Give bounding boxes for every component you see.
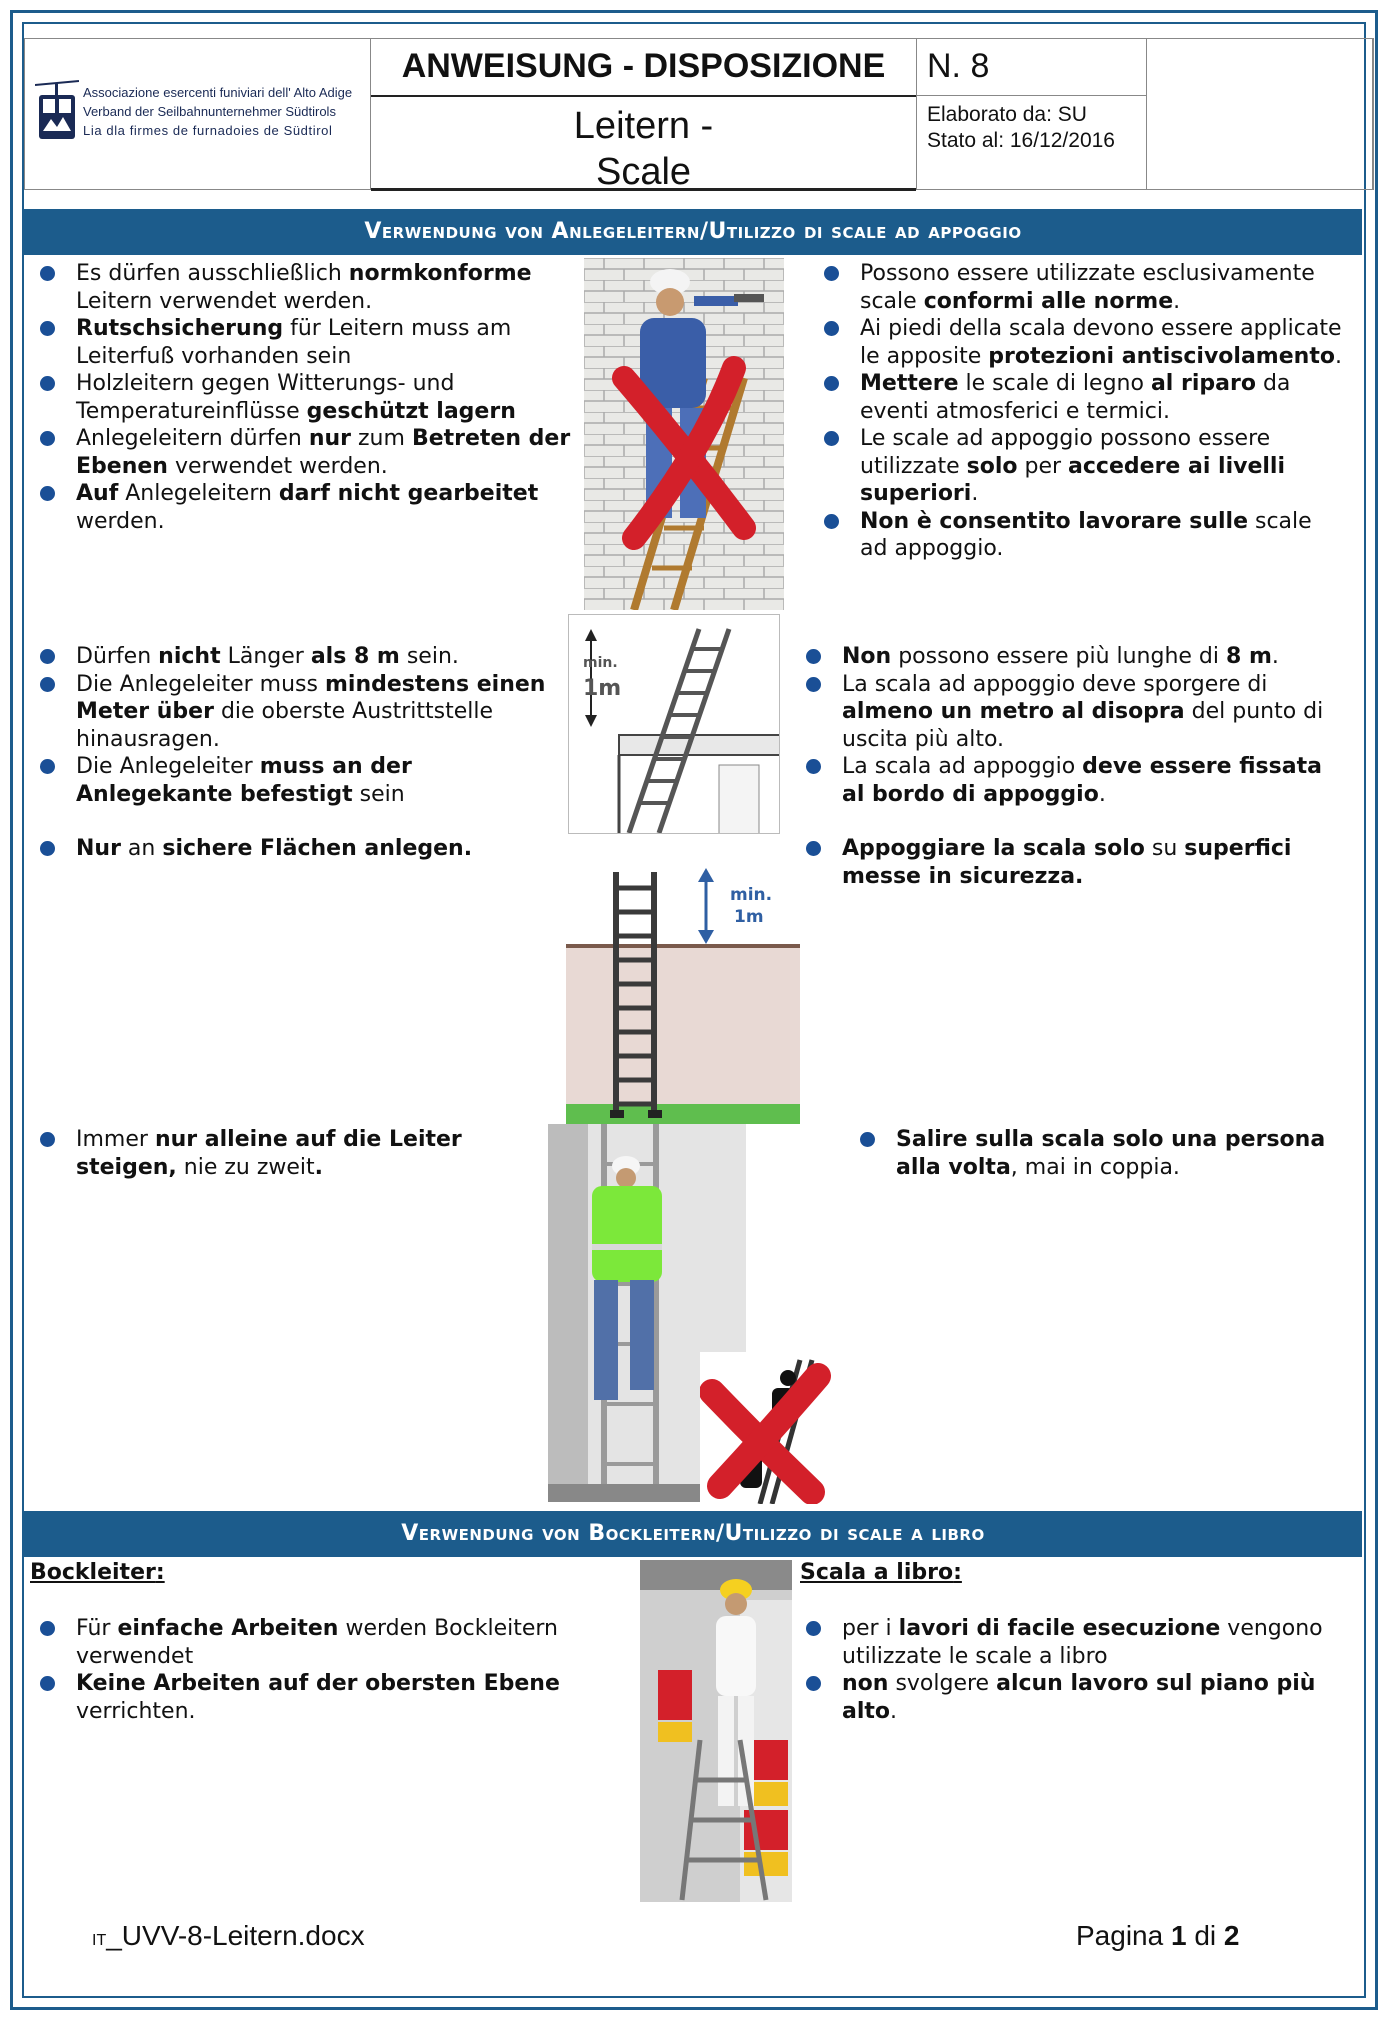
doc-number: N. 8 bbox=[917, 39, 1146, 96]
bold-text: Nur bbox=[76, 836, 121, 861]
text: Es dürfen ausschließlich bbox=[76, 261, 349, 286]
text: nie zu zweit bbox=[176, 1154, 315, 1180]
org-name-it: Associazione esercenti funiviari dell' Alto Adige bbox=[83, 85, 353, 100]
two-people-crossed-icon bbox=[700, 1352, 834, 1504]
label-bockleiter-colon: : bbox=[155, 1560, 165, 1585]
bold-text: darf nicht gearbeitet bbox=[278, 481, 539, 506]
diagram2-min-label: min. bbox=[730, 885, 773, 905]
logo-cell bbox=[25, 39, 371, 189]
list-item bbox=[32, 315, 572, 370]
text: . bbox=[890, 1698, 898, 1724]
text: per bbox=[1017, 453, 1069, 479]
org-name-de: Verband der Seilbahnunternehmer Südtirols bbox=[83, 104, 336, 119]
bold-text: lavori di facile esecuzione bbox=[898, 1616, 1221, 1641]
text: su bbox=[1144, 836, 1185, 861]
bold-text: conformi alle norme bbox=[923, 288, 1174, 314]
bold-text: nicht bbox=[158, 644, 221, 669]
list-item bbox=[816, 315, 1346, 370]
list-item bbox=[32, 425, 572, 480]
organization-names bbox=[83, 83, 352, 140]
number-cell bbox=[917, 39, 1147, 189]
list-item bbox=[816, 370, 1346, 425]
bold-text: sichere Flächen anlegen. bbox=[162, 836, 473, 861]
section1-title: Verwendung von Anlegeleitern/Utilizzo di scale ad appoggio bbox=[24, 209, 1362, 255]
bold-text: al riparo bbox=[1150, 371, 1256, 396]
diagram-ladder-min-1m bbox=[566, 868, 800, 1124]
bold-text: Appoggiare la scala solo bbox=[842, 836, 1145, 861]
bold-text: superfici messe in sicurezza. bbox=[842, 836, 1292, 889]
text: Länger bbox=[220, 644, 311, 669]
text: die oberste Austrittstelle hinausragen. bbox=[76, 699, 494, 752]
text: an bbox=[120, 836, 163, 861]
page-of: di bbox=[1186, 1920, 1224, 1951]
text: sein bbox=[352, 781, 405, 807]
list-block3-it bbox=[852, 1126, 1352, 1181]
footer-prefix: IT bbox=[92, 1932, 107, 1949]
list-item bbox=[816, 425, 1346, 508]
list-item bbox=[798, 643, 1350, 671]
list-item bbox=[32, 671, 572, 754]
text: verrichten. bbox=[76, 1698, 196, 1724]
blank-cell bbox=[1147, 39, 1373, 189]
text: , mai in coppia. bbox=[1010, 1154, 1180, 1180]
text: für Leitern muss am Leiterfuß vorhanden sein bbox=[76, 316, 512, 369]
list-item bbox=[32, 1126, 552, 1181]
bold-text: nur alleine auf die Leiter steigen, bbox=[76, 1127, 462, 1180]
text: Le scale ad appoggio possono essere utilizzate bbox=[860, 426, 1271, 479]
page-label: Pagina bbox=[1076, 1920, 1171, 1951]
bold-text: Auf bbox=[76, 481, 119, 506]
list-item bbox=[816, 508, 1346, 563]
doc-title bbox=[371, 97, 916, 191]
pictogram-two-people-crossed bbox=[700, 1352, 834, 1504]
text: zum bbox=[351, 426, 412, 451]
text: Die Anlegeleiter bbox=[76, 754, 260, 779]
text: Immer bbox=[76, 1127, 155, 1152]
bold-text: almeno un metro al disopra bbox=[842, 699, 1185, 724]
brick-wall-worker-icon bbox=[584, 258, 784, 610]
page-total: 2 bbox=[1223, 1920, 1240, 1951]
doc-title-de: Leitern - bbox=[573, 105, 714, 147]
bold-text: geschützt lagern bbox=[306, 398, 516, 424]
status-date: Stato al: 16/12/2016 bbox=[927, 129, 1115, 152]
cable-car-logo-icon bbox=[35, 79, 79, 149]
footer-filename-text: _UVV-8-Leitern.docx bbox=[106, 1920, 365, 1951]
photo-worker-on-step-ladder bbox=[640, 1560, 792, 1902]
diagram1-1m-label: 1m bbox=[583, 676, 622, 701]
text: . bbox=[1173, 288, 1181, 314]
document-header bbox=[24, 38, 1374, 193]
list-block1-de bbox=[32, 260, 572, 535]
bold-text: nur bbox=[308, 426, 352, 451]
list-item bbox=[798, 753, 1350, 808]
text: Possono essere utilizzate esclusivamente scale bbox=[860, 261, 1315, 314]
text: . bbox=[1271, 644, 1279, 669]
list-item bbox=[798, 671, 1350, 754]
bold-text: Rutschsicherung bbox=[76, 316, 284, 341]
list-item bbox=[32, 753, 572, 808]
list-item bbox=[798, 835, 1350, 890]
list-item bbox=[32, 1670, 592, 1725]
doc-info bbox=[917, 96, 1146, 160]
list-item bbox=[816, 260, 1346, 315]
list-item bbox=[798, 1670, 1350, 1725]
footer-filename bbox=[92, 1920, 365, 1952]
footer-page-number bbox=[1076, 1920, 1239, 1952]
section2-title: Verwendung von Bockleitern/Utilizzo di scale a libro bbox=[24, 1511, 1362, 1557]
list-item bbox=[798, 1615, 1350, 1670]
ladder-edge-diagram-icon bbox=[569, 615, 780, 834]
bold-text: . bbox=[314, 1154, 324, 1180]
list-block2-de bbox=[32, 643, 572, 863]
list-block2-it bbox=[798, 643, 1350, 890]
list-item bbox=[32, 480, 572, 535]
text: vengono utilizzate le scale a libro bbox=[842, 1616, 1323, 1669]
list-item bbox=[852, 1126, 1352, 1181]
list-item bbox=[32, 1615, 592, 1670]
bold-text: als 8 m bbox=[310, 644, 400, 669]
bold-text: Betreten der Ebenen bbox=[76, 426, 571, 479]
text: svolgere bbox=[888, 1671, 997, 1696]
list-section2-it bbox=[798, 1615, 1350, 1725]
text: Für bbox=[76, 1616, 118, 1641]
text: Anlegeleitern dürfen bbox=[76, 426, 309, 451]
bold-text: accedere ai livelli superiori bbox=[860, 453, 1286, 506]
doc-type: ANWEISUNG - DISPOSIZIONE bbox=[371, 39, 916, 97]
diagram1-min-label: min. bbox=[583, 655, 618, 671]
bold-text: Salire sulla scala solo una persona alla volta bbox=[896, 1127, 1326, 1180]
text: werden Bockleitern verwendet bbox=[76, 1616, 558, 1669]
diagram-ladder-over-edge bbox=[568, 614, 780, 834]
bold-text: mindestens einen Meter über bbox=[76, 671, 546, 724]
text: da eventi atmosferici e termici. bbox=[860, 371, 1291, 424]
diagram2-1m-label: 1m bbox=[734, 907, 764, 927]
text: Ai piedi della scala devono essere applicate le apposite bbox=[860, 316, 1342, 369]
photo-worker-on-ladder-wrong bbox=[584, 258, 784, 610]
bold-text: alcun lavoro sul piano più alto bbox=[842, 1671, 1316, 1724]
bold-text: non bbox=[842, 1671, 889, 1696]
bold-text: normkonforme bbox=[348, 261, 532, 286]
step-ladder-worker-icon bbox=[640, 1560, 792, 1902]
label-scala-text: Scala a libro bbox=[800, 1560, 954, 1585]
label-bockleiter-text: Bockleiter bbox=[30, 1560, 156, 1585]
list-item bbox=[32, 260, 572, 315]
bold-text: protezioni antiscivolamento bbox=[988, 343, 1335, 369]
bold-text: muss an der Anlegekante befestigt bbox=[76, 754, 412, 807]
list-block3-de bbox=[32, 1126, 552, 1181]
bold-text: Mettere bbox=[860, 371, 959, 396]
text: . bbox=[1334, 343, 1342, 369]
text: scale ad appoggio. bbox=[860, 508, 1312, 561]
text: sein. bbox=[399, 644, 459, 669]
bold-text: einfache Arbeiten bbox=[117, 1616, 339, 1641]
org-name-lad: Lia dla firmes de furnadoies de Südtirol bbox=[83, 123, 333, 138]
text: Leitern verwendet werden. bbox=[76, 288, 373, 314]
label-scala-a-libro bbox=[800, 1560, 962, 1585]
label-scala-colon: : bbox=[953, 1560, 962, 1585]
text: werden. bbox=[76, 508, 165, 534]
text: La scala ad appoggio bbox=[842, 754, 1083, 779]
bold-text: 8 m bbox=[1226, 644, 1272, 669]
text: verwendet werden. bbox=[167, 453, 388, 479]
text: . bbox=[1098, 781, 1106, 807]
page-current: 1 bbox=[1170, 1920, 1187, 1951]
text: possono essere più lunghe di bbox=[891, 644, 1227, 669]
text: Anlegeleitern bbox=[118, 481, 279, 506]
text: per i bbox=[842, 1616, 899, 1641]
list-section2-de bbox=[32, 1615, 592, 1725]
text: le scale di legno bbox=[958, 371, 1151, 396]
doc-title-it: Scale bbox=[595, 151, 692, 193]
prepared-by: Elaborato da: SU bbox=[927, 103, 1087, 126]
bold-text: deve essere fissata al bordo di appoggio bbox=[842, 754, 1322, 807]
text: Die Anlegeleiter muss bbox=[76, 671, 325, 697]
list-block1-it bbox=[816, 260, 1346, 563]
ladder-wall-diagram-icon bbox=[566, 868, 800, 1124]
list-item bbox=[32, 835, 572, 863]
text: La scala ad appoggio deve sporgere di bbox=[842, 671, 1268, 697]
text: Holzleitern gegen Witterungs- und Temperatureinflüsse bbox=[76, 371, 455, 424]
list-item bbox=[32, 370, 572, 425]
bold-text: Keine Arbeiten auf der obersten Ebene bbox=[76, 1671, 560, 1696]
label-bockleiter bbox=[30, 1560, 165, 1585]
bold-text: Non bbox=[842, 644, 892, 669]
text: . bbox=[971, 481, 979, 506]
title-cell bbox=[371, 39, 917, 193]
text: Dürfen bbox=[76, 644, 159, 669]
list-item bbox=[32, 643, 572, 671]
bold-text: Non è consentito lavorare sulle bbox=[860, 508, 1248, 534]
bold-text: solo bbox=[966, 453, 1018, 479]
text: del punto di uscita più alto. bbox=[842, 699, 1324, 752]
